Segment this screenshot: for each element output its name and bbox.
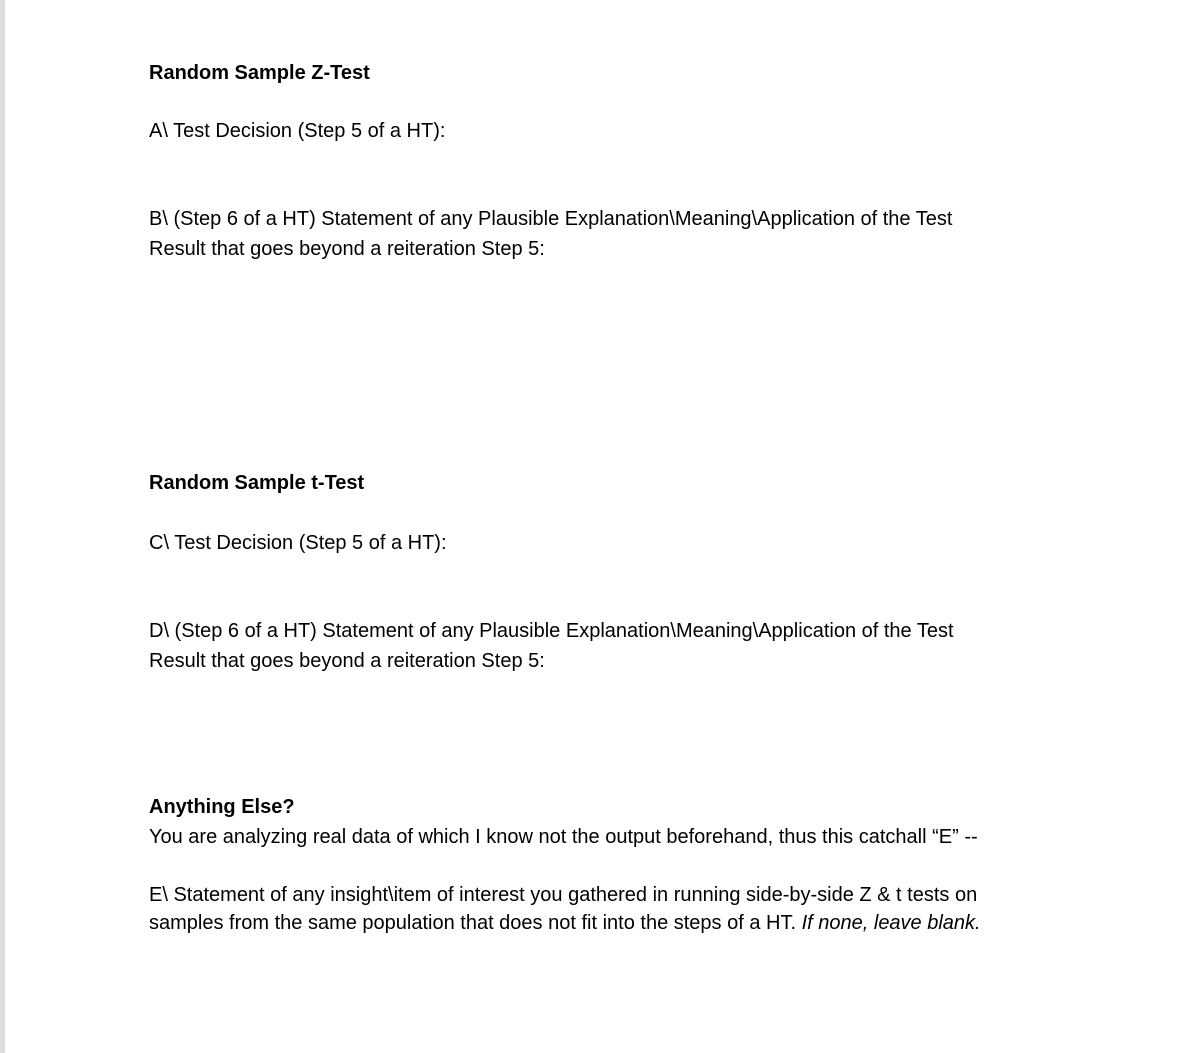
question-d-prompt-line2: Result that goes beyond a reiteration Step 5: — [149, 650, 545, 672]
page-edge — [0, 0, 5, 1053]
question-e-prompt-line2 — [149, 908, 1109, 938]
document-page — [149, 0, 1109, 1053]
question-b-prompt-line2: Result that goes beyond a reiteration Step 5: — [149, 238, 545, 260]
question-a-prompt: A\ Test Decision (Step 5 of a HT): — [149, 120, 446, 142]
t-test-heading: Random Sample t-Test — [149, 472, 365, 494]
z-test-heading: Random Sample Z-Test — [149, 62, 370, 84]
question-d-prompt-line1: D\ (Step 6 of a HT) Statement of any Plausible Explanation\Meaning\Application of the Test — [149, 620, 954, 642]
question-e-prompt-line1: E\ Statement of any insight\item of interest you gathered in running side-by-side Z & t tests on — [149, 884, 978, 906]
question-c-prompt: C\ Test Decision (Step 5 of a HT): — [149, 532, 447, 554]
question-b-prompt-line1: B\ (Step 6 of a HT) Statement of any Plausible Explanation\Meaning\Application of the Test — [149, 208, 953, 230]
question-e-prompt-text: samples from the same population that does not fit into the steps of a HT. — [149, 912, 797, 934]
leave-blank-note: If none, leave blank. — [801, 912, 981, 934]
anything-else-intro: You are analyzing real data of which I know not the output beforehand, thus this catchall “E” -- — [149, 826, 978, 848]
anything-else-heading: Anything Else? — [149, 796, 295, 818]
